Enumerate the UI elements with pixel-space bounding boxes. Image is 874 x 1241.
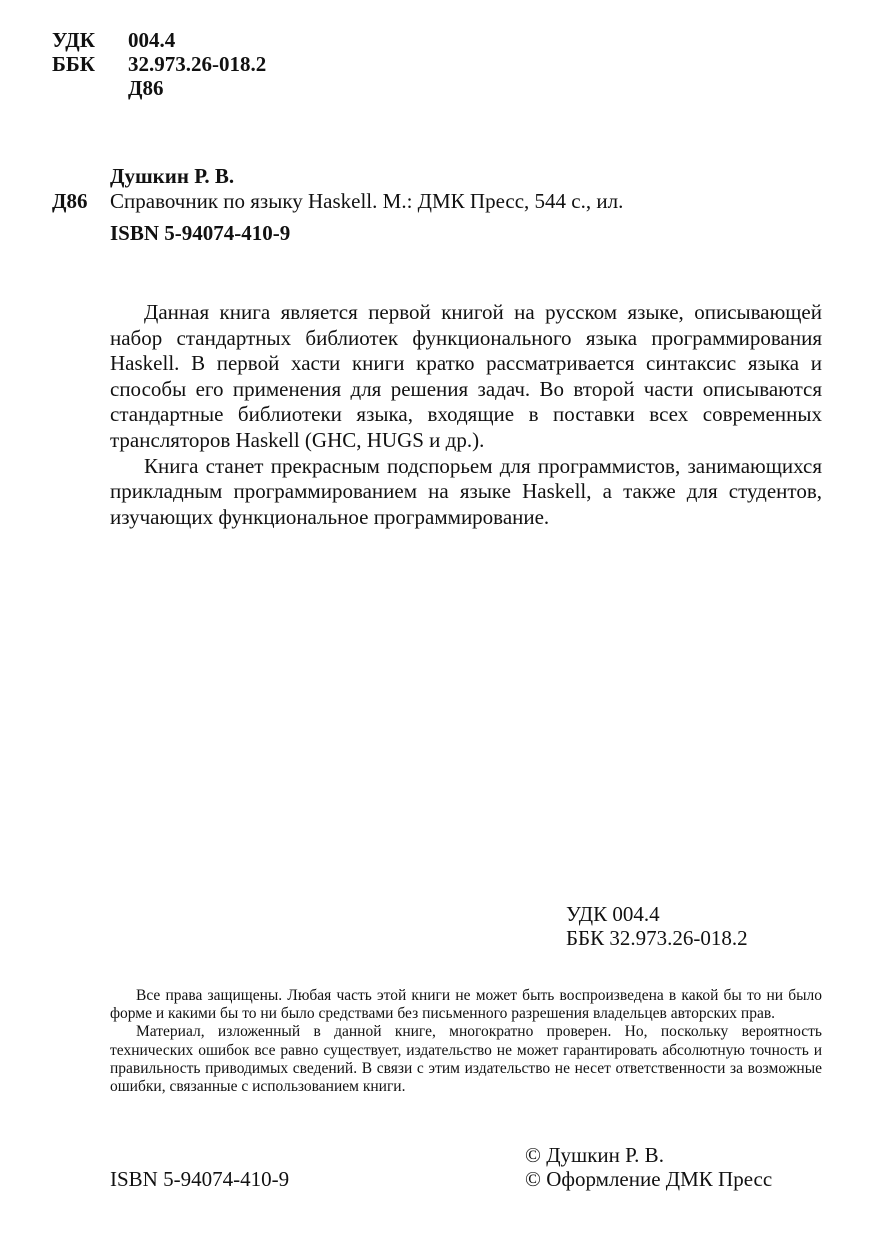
classification-udk: УДК 004.4 xyxy=(566,902,660,926)
abstract xyxy=(110,300,822,530)
rights-notice xyxy=(110,987,822,1096)
bbk-label: ББК xyxy=(52,52,95,76)
udk-value: 004.4 xyxy=(128,28,176,52)
bbk-value: 32.973.26-018.2 xyxy=(128,52,267,76)
rights-paragraph-2: Материал, изложенный в данной книге, многократно проверен. Но, поскольку вероятность технических ошибок все равно существует, издательство не может гарантировать абсолютную точность и правильность приводимых сведений. В связи с этим издательство не несет ответственности за возможные ошибки, связанные с использованием книги. xyxy=(110,1023,822,1096)
copyright-design: © Оформление ДМК Пресс xyxy=(525,1167,773,1191)
publication-isbn: ISBN 5-94074-410-9 xyxy=(110,221,291,245)
author-mark: Д86 xyxy=(128,76,164,100)
rights-paragraph-1: Все права защищены. Любая часть этой книги не может быть воспроизведена в какой бы то ни было форме и какими бы то ни было средствами без письменного разрешения владельцев авторских прав. xyxy=(110,987,822,1023)
publication-mark: Д86 xyxy=(52,189,88,213)
publication-description: Справочник по языку Haskell. М.: ДМК Пресс, 544 с., ил. xyxy=(110,189,624,213)
classification-bbk: ББК 32.973.26-018.2 xyxy=(566,926,748,950)
abstract-paragraph-1: Данная книга является первой книгой на русском языке, описывающей набор стандартных библиотек функционального языка программирования Haskell. В первой хасти книги кратко рассматривается синтаксис языка и способы его применения для решения задач. Во второй части описываются стандартные библиотеки языка, входящие в поставки всех современных трансляторов Haskell (GHC, HUGS и др.). xyxy=(110,300,822,452)
copyright-author: © Душкин Р. В. xyxy=(525,1143,664,1167)
abstract-paragraph-2: Книга станет прекрасным подспорьем для программистов, занимающихся прикладным программированием на языке Haskell, а также для студентов, изучающих функциональное программирование. xyxy=(110,453,822,529)
udk-label: УДК xyxy=(52,28,95,52)
footer-isbn: ISBN 5-94074-410-9 xyxy=(110,1167,290,1191)
author-name: Душкин Р. В. xyxy=(110,164,235,188)
